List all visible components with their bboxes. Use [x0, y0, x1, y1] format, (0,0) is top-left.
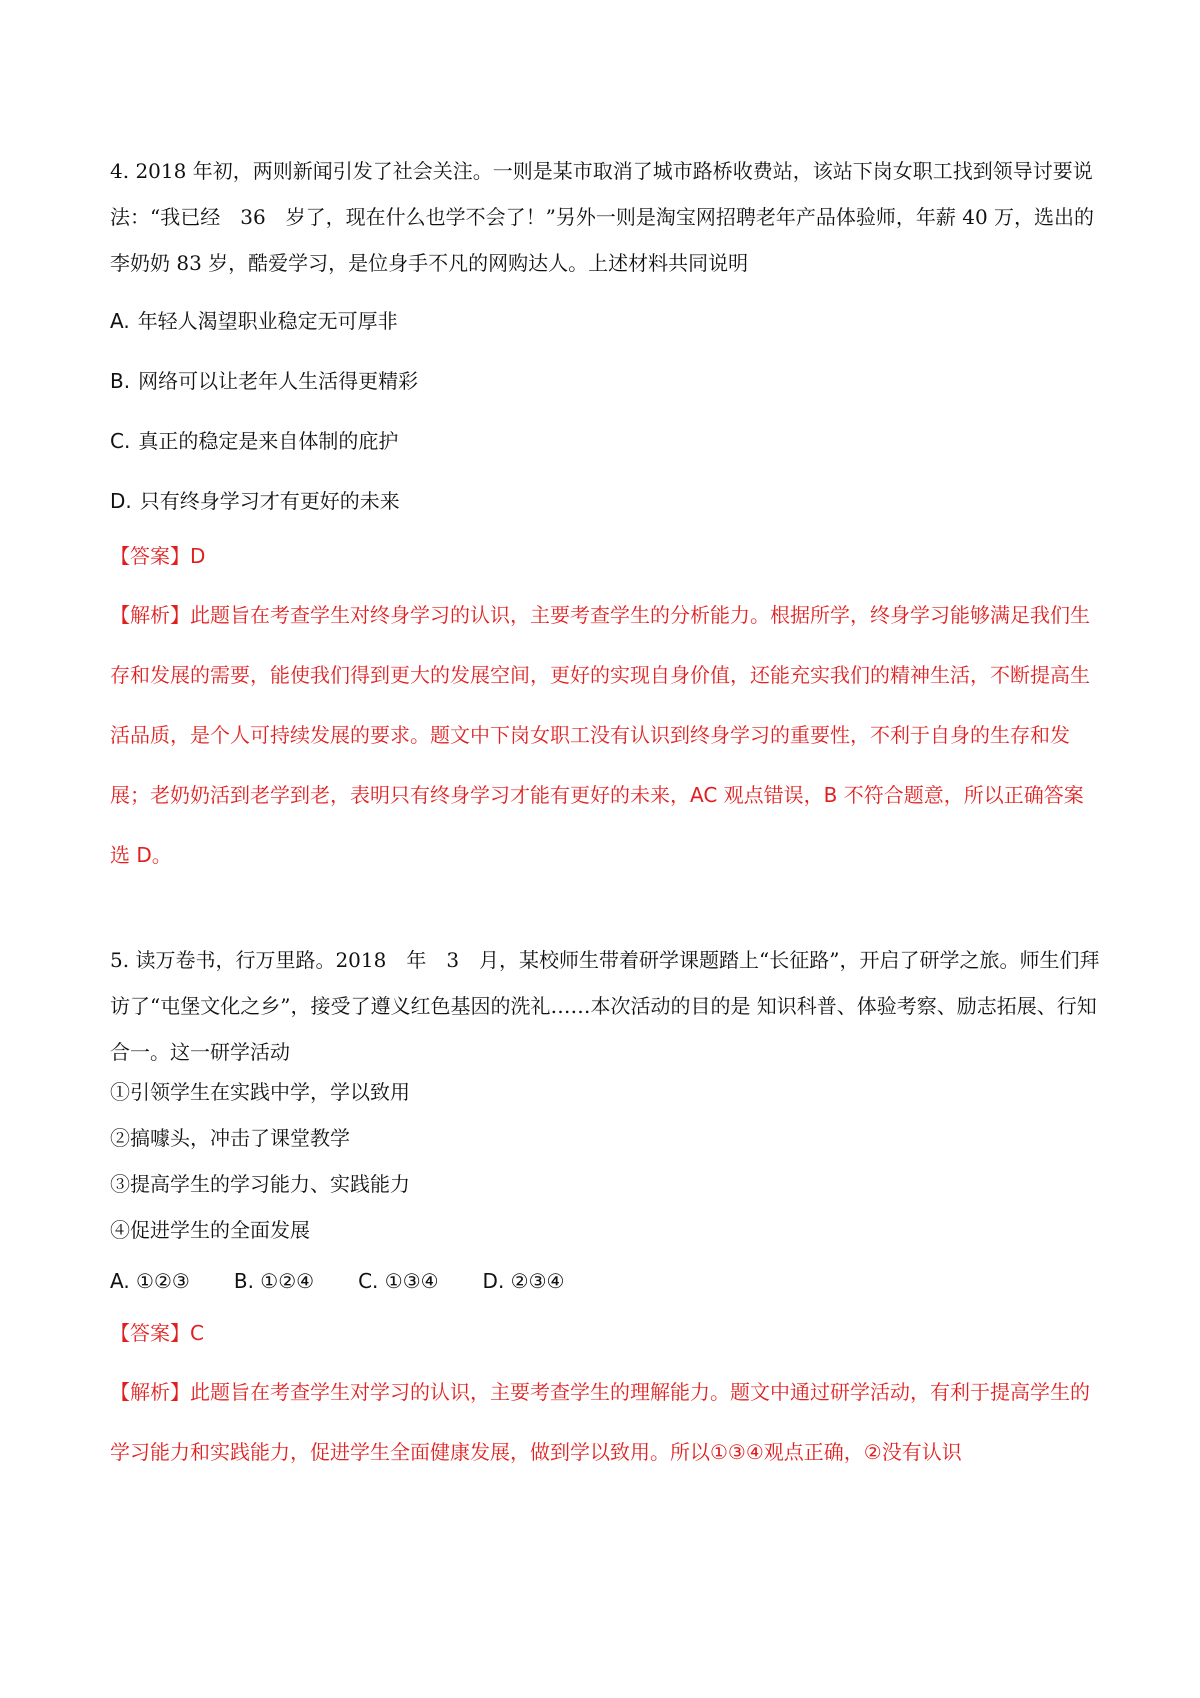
answer-value: C — [190, 1321, 204, 1345]
question-5-option-a: A. ①②③ — [110, 1269, 190, 1293]
question-5-explanation — [110, 1362, 1100, 1482]
option-letter: B. — [110, 369, 131, 393]
question-5-item-1: ①引领学生在实践中学，学以致用 — [110, 1080, 410, 1104]
question-5-option-b: B. ①②④ — [233, 1269, 315, 1293]
question-5-item-2: ②搞噱头，冲击了课堂教学 — [110, 1126, 350, 1150]
document-page — [110, 148, 1100, 1482]
question-4-option-a — [110, 306, 1100, 336]
explanation-label: 【解析】 — [110, 603, 190, 627]
question-5-answer — [110, 1317, 1100, 1346]
option-letter: A. — [110, 309, 130, 333]
option-text: 只有终身学习才有更好的未来 — [139, 489, 400, 513]
question-5-option-d: D. ②③④ — [482, 1269, 565, 1293]
explanation-text: 此题旨在考查学生对终身学习的认识，主要考查学生的分析能力。根据所学，终身学习能够满足我们生存和发展的需要，能使我们得到更大的发展空间，更好的实现自身价值，还能充实我们的精神生活，不断提高生活品质，是个人可持续发展的要求。题文中下岗女职工没有认识到终身学习的重要性，不利于自身的生存和发展；老奶奶活到老学到老，表明只有终身学习才能有更好的未来，AC 观点错误，B 不符合题意，所以正确答案选 D。 — [110, 603, 1090, 867]
question-5-stem: 5. 读万卷书，行万里路。2018 年 3 月，某校师生带着研学课题踏上“长征路”，开启了研学之旅。师生们拜访了“屯堡文化之乡”，接受了遵义红色基因的洗礼……本次活动的目的是 知识科普、体验考察、励志拓展、行知合一。这一研学活动 — [110, 948, 1100, 1064]
option-text: 年轻人渴望职业稳定无可厚非 — [137, 309, 398, 333]
question-4-explanation — [110, 585, 1100, 885]
explanation-label: 【解析】 — [110, 1380, 190, 1404]
option-text: 真正的稳定是来自体制的庇护 — [138, 429, 399, 453]
option-letter: C. — [110, 429, 131, 453]
question-4-stem: 4. 2018 年初，两则新闻引发了社会关注。一则是某市取消了城市路桥收费站，该站下岗女职工找到领导讨要说法：“我已经 36 岁了，现在什么也学不会了！”另外一则是淘宝网招聘老年产品体验师，年薪 40 万，选出的李奶奶 83 岁，酷爱学习，是位身手不凡的网购达人。上述材料共同说明 — [110, 159, 1095, 275]
explanation-text: 此题旨在考查学生对学习的认识，主要考查学生的理解能力。题文中通过研学活动，有利于提高学生的学习能力和实践能力，促进学生全面健康发展，做到学以致用。所以①③④观点正确，②没有认识 — [110, 1380, 1090, 1464]
question-5-option-c: C. ①③④ — [358, 1269, 439, 1293]
question-4-answer — [110, 540, 1100, 569]
question-5-item-4: ④促进学生的全面发展 — [110, 1218, 310, 1242]
question-4-option-d — [110, 486, 1100, 516]
answer-label: 【答案】 — [110, 544, 190, 568]
question-5-item-3: ③提高学生的学习能力、实践能力 — [110, 1172, 410, 1196]
answer-label: 【答案】 — [110, 1321, 190, 1345]
question-4-option-b — [110, 366, 1100, 396]
answer-value: D — [190, 544, 206, 568]
option-text: 网络可以让老年人生活得更精彩 — [138, 369, 419, 393]
question-5-options — [110, 1269, 1100, 1293]
option-letter: D. — [110, 489, 132, 513]
question-4-option-c — [110, 426, 1100, 456]
